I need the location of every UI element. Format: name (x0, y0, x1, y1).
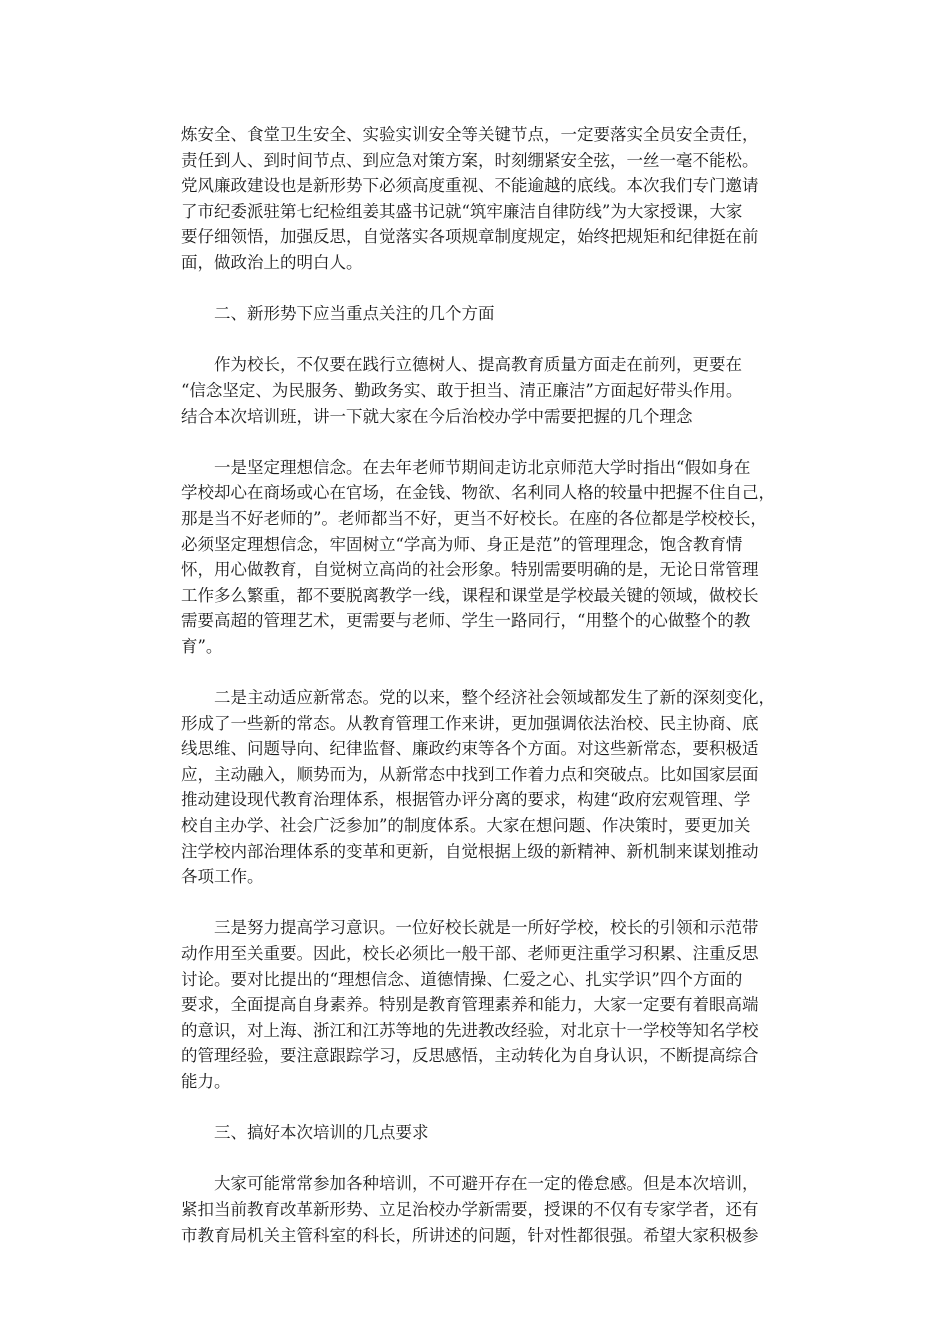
section-heading (181, 301, 781, 327)
text-line: 学校却心在商场或心在官场，在金钱、物欲、名利同人格的较量中把握不住自己， (181, 483, 775, 503)
text-line: 要求，全面提高自身素养。特别是教育管理素养和能力，大家一定要有着眼高端 (181, 995, 759, 1015)
text-line: 校自主办学、社会广泛参加”的制度体系。大家在想问题、作决策时，要更加关 (181, 816, 751, 836)
body-paragraph (181, 352, 781, 429)
text-line: 育”。 (181, 636, 223, 656)
text-line: 线思维、问题导向、纪律监督、廉政约束等各个方面。对这些新常态，要积极适 (181, 739, 759, 759)
text-line: 二是主动适应新常态。党的以来，整个经济社会领域都发生了新的深刻变化， (181, 688, 775, 708)
text-line: 工作多么繁重，都不要脱离教学一线，课程和课堂是学校最关键的领域，做校长 (181, 585, 759, 605)
text-line: 的管理经验，要注意跟踪学习，反思感悟，主动转化为自身认识，不断提高综合 (181, 1046, 759, 1066)
text-line: 三是努力提高学习意识。一位好校长就是一所好学校，校长的引领和示范带 (181, 918, 759, 938)
paragraph-gap (181, 1146, 781, 1172)
text-line: 注学校内部治理体系的变革和更新，自觉根据上级的新精神、新机制来谋划推动 (181, 841, 759, 861)
text-line: 面，做政治上的明白人。 (181, 252, 363, 272)
text-line: 二、新形势下应当重点关注的几个方面 (181, 304, 495, 324)
text-line: 动作用至关重要。因此，校长必须比一般干部、老师更注重学习积累、注重反思 (181, 944, 759, 963)
text-line: 能力。 (181, 1071, 231, 1091)
paragraph-gap (181, 327, 781, 353)
text-line: 推动建设现代教育治理体系，根据管办评分离的要求，构建“政府宏观管理、学 (181, 790, 751, 810)
section-heading (181, 1120, 781, 1146)
text-line: 形成了一些新的常态。从教育管理工作来讲，更加强调依法治校、民主协商、底 (181, 713, 759, 733)
text-line: 炼安全、食堂卫生安全、实验实训安全等关键节点，一定要落实全员安全责任， (181, 125, 759, 144)
text-line: 一是坚定理想信念。在去年老师节期间走访北京师范大学时指出“假如身在 (181, 457, 751, 477)
document-page (181, 122, 781, 1248)
paragraph-gap (181, 890, 781, 916)
text-line: 怀，用心做教育，自觉树立高尚的社会形象。特别需要明确的是，无论日常管理 (181, 560, 759, 580)
body-paragraph (181, 685, 781, 890)
text-line: 责任到人、到时间节点、到应急对策方案，时刻绷紧安全弦，一丝一毫不能松。 (181, 150, 759, 170)
text-line: 结合本次培训班，讲一下就大家在今后治校办学中需要把握的几个理念 (181, 406, 693, 426)
text-line: 市教育局机关主管科室的科长，所讲述的问题，针对性都很强。希望大家积极参 (181, 1225, 759, 1245)
text-line: 讨论。要对比提出的“理想信念、道德情操、仁爱之心、扎实学识”四个方面的 (181, 969, 743, 989)
paragraph-gap (181, 1095, 781, 1121)
text-line: 紧扣当前教育改革新形势、立足治校办学新需要，授课的不仅有专家学者，还有 (181, 1199, 759, 1219)
text-line: 需要高超的管理艺术，更需要与老师、学生一路同行，“用整个的心做整个的教 (181, 611, 751, 631)
body-paragraph (181, 1171, 781, 1248)
text-line: 应，主动融入，顺势而为，从新常态中找到工作着力点和突破点。比如国家层面 (181, 764, 759, 784)
text-line: 的意识，对上海、浙江和江苏等地的先进教改经验，对北京十一学校等知名学校 (181, 1020, 759, 1040)
text-line: 各项工作。 (181, 867, 264, 887)
text-line: 作为校长，不仅要在践行立德树人、提高教育质量方面走在前列，更要在 (181, 355, 742, 375)
paragraph-gap (181, 429, 781, 455)
text-line: 要仔细领悟，加强反思，自觉落实各项规章制度规定，始终把规矩和纪律挺在前 (181, 227, 759, 247)
text-line: 大家可能常常参加各种培训，不可避开存在一定的倦怠感。但是本次培训， (181, 1174, 759, 1194)
body-paragraph (181, 915, 781, 1094)
text-line: 必须坚定理想信念，牢固树立“学高为师、身正是范”的管理理念，饱含教育情 (181, 534, 743, 554)
text-line: “信念坚定、为民服务、勤政务实、敢于担当、清正廉洁”方面起好带头作用。 (181, 380, 743, 400)
paragraph-gap (181, 659, 781, 685)
body-paragraph (181, 122, 781, 276)
body-paragraph (181, 455, 781, 660)
text-line: 了市纪委派驻第七纪检组姜其盛书记就“筑牢廉洁自律防线”为大家授课，大家 (181, 201, 743, 221)
text-line: 三、搞好本次培训的几点要求 (181, 1123, 429, 1143)
paragraph-gap (181, 276, 781, 302)
text-line: 那是当不好老师的”。老师都当不好，更当不好校长。在座的各位都是学校校长， (181, 508, 767, 528)
text-line: 党风廉政建设也是新形势下必须高度重视、不能逾越的底线。本次我们专门邀请 (181, 176, 759, 196)
